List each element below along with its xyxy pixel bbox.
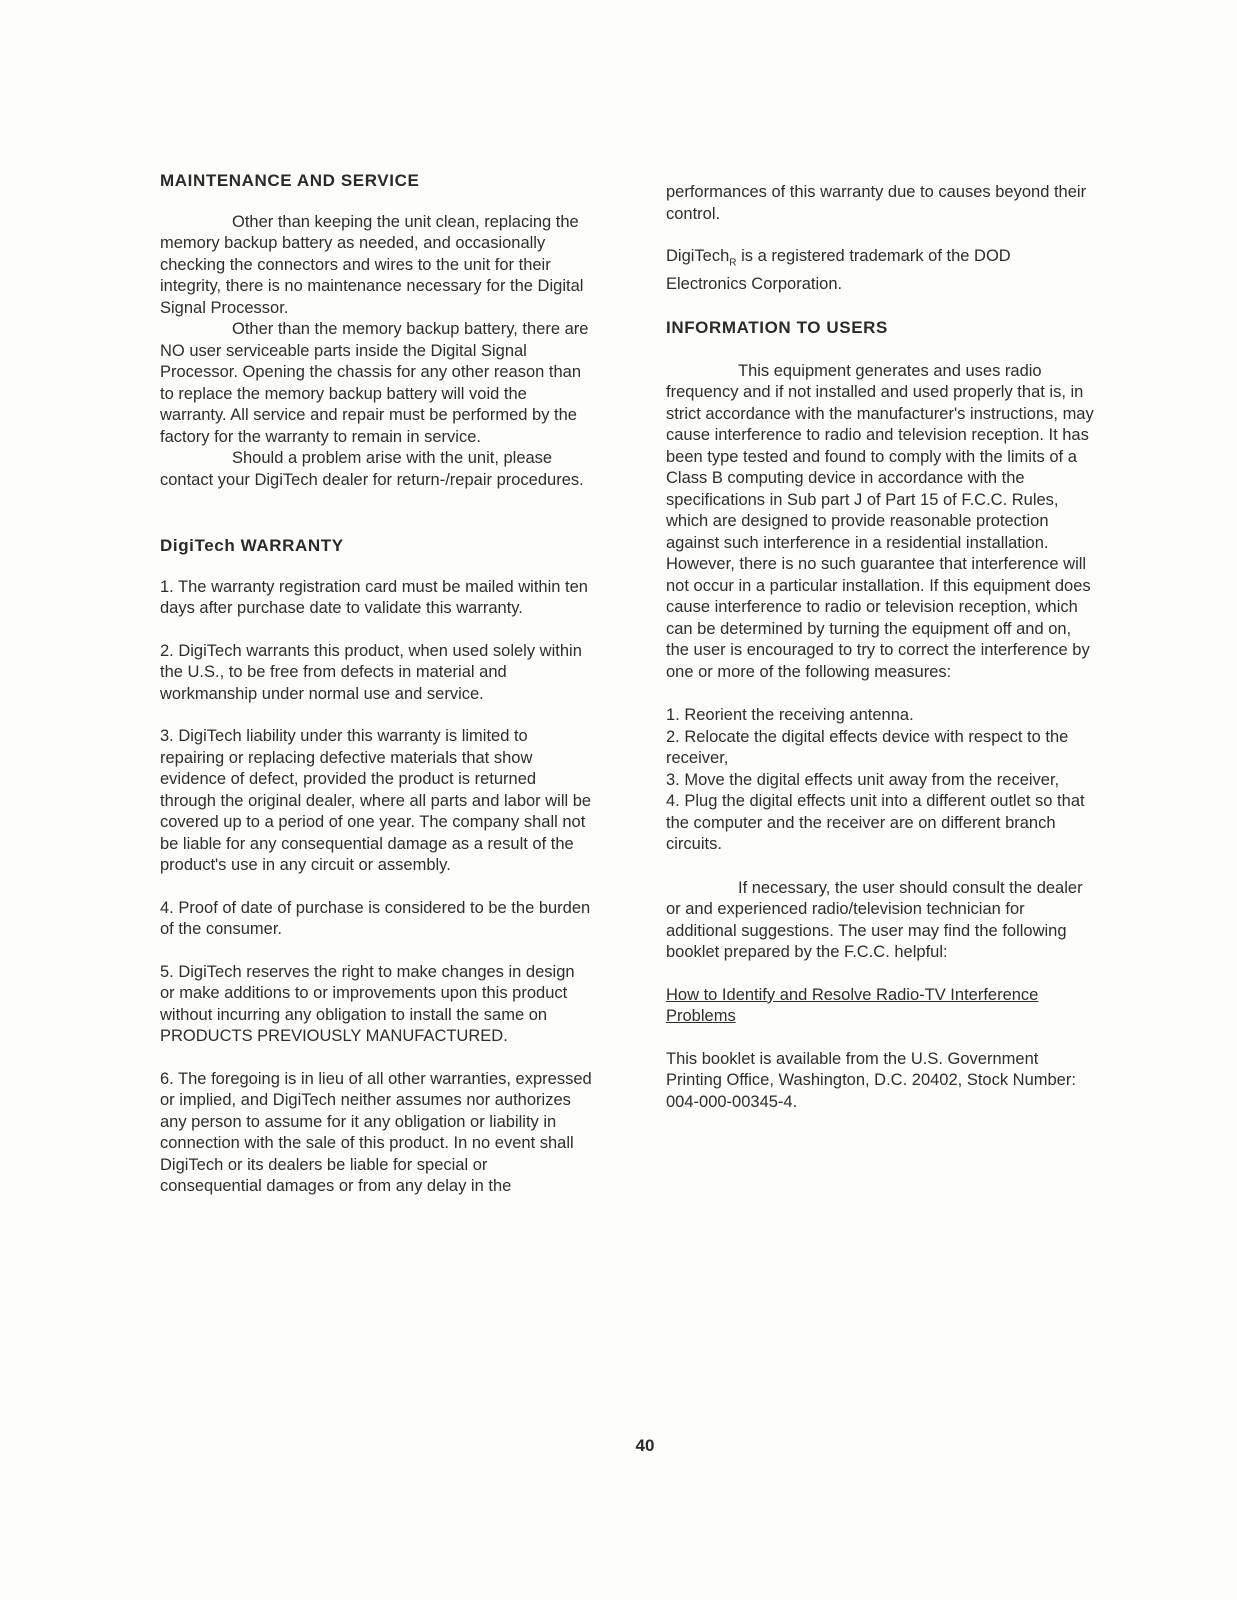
warranty-item-6: 6. The foregoing is in lieu of all other warranties, expressed or implied, and DigiTech neither assumes nor authorizes any person to assume for it any obligation or liability in connection with the sale of this product. In no event shall DigiTech or its dealers be liable for special or consequential damages or from any delay in the — [160, 1069, 592, 1195]
warranty-item-4: 4. Proof of date of purchase is considered to be the burden of the consumer. — [160, 898, 591, 938]
booklet-info: This booklet is available from the U.S. Government Printing Office, Washington, D.C. 20402, Stock Number: 004-000-00345-4. — [666, 1049, 1076, 1111]
warranty-item-1: 1. The warranty registration card must be mailed within ten days after purchase date to validate this warranty. — [160, 577, 588, 617]
warranty-item-3: 3. DigiTech liability under this warranty is limited to repairing or replacing defective materials that show evidence of defect, provided the product is returned through the original dealer, where all parts and labor will be covered up to a period of one year. The company shall not be liable for any consequential damage as a result of the product's use in any circuit or assembly. — [160, 727, 592, 874]
registered-mark: R — [729, 257, 737, 269]
right-column — [666, 182, 1094, 1113]
booklet-title: How to Identify and Resolve Radio-TV Interference Problems — [666, 985, 1039, 1026]
warranty-continuation: performances of this warranty due to causes beyond their control. — [666, 183, 1087, 223]
trademark-text: is a registered trademark of the DOD Electronics Corporation. — [666, 247, 1011, 293]
trademark-notice — [666, 246, 1094, 295]
warranty-item-5: 5. DigiTech reserves the right to make changes in design or make additions to or improvements upon this product without incurring any obligation to install the same on PRODUCTS PREVIOUSLY MANUFACTURED. — [160, 962, 575, 1045]
maintenance-heading: MAINTENANCE AND SERVICE — [160, 171, 420, 190]
information-intro: This equipment generates and uses radio frequency and if not installed and used properly that is, in strict accordance with the manufacturer's instructions, may cause interference to radio and television reception. It has been type tested and found to comply with the limits of a Class B computing device in accordance with the specifications in Sub part J of Part 15 of F.C.C. Rules, which are designed to provide reasonable protection against such interference in a residential installation. However, there is no such guarantee that interference will not occur in a particular installation. If this equipment does cause interference to radio or television reception, which can be determined by turning the equipment off and on, the user is encouraged to try to correct the interference by one or more of the following measures: — [666, 361, 1094, 681]
page-number: 40 — [635, 1436, 655, 1455]
consult-paragraph: If necessary, the user should consult the dealer or and experienced radio/television technician for additional suggestions. The user may find the following booklet prepared by the F.C.C. helpful: — [666, 878, 1083, 962]
warranty-item-2: 2. DigiTech warrants this product, when used solely within the U.S., to be free from defects in material and workmanship under normal use and service. — [160, 641, 582, 703]
trademark-name: DigiTech — [666, 247, 730, 265]
maintenance-paragraph-2: Other than the memory backup battery, there are NO user serviceable parts inside the Digital Signal Processor. Opening the chassis for any other reason than to replace the memory backup battery will void the warranty. All service and repair must be performed by the factory for the warranty to remain in service. — [160, 320, 589, 446]
interference-measures: 1. Reorient the receiving antenna. 2. Relocate the digital effects device with respect to the receiver, 3. Move the digital effects unit away from the receiver, 4. Plug the digital effects unit into a different outlet so that the computer and the receiver are on different branch circuits. — [666, 706, 1085, 854]
warranty-heading: DigiTech WARRANTY — [160, 536, 344, 555]
left-column — [160, 170, 592, 1198]
maintenance-paragraph-1: Other than keeping the unit clean, replacing the memory backup battery as needed, and occasionally checking the connectors and wires to the unit for their integrity, there is no maintenance necessary for the Digital Signal Processor. — [160, 212, 584, 317]
maintenance-paragraph-3: Should a problem arise with the unit, please contact your DigiTech dealer for return-/repair procedures. — [160, 449, 584, 489]
information-heading: INFORMATION TO USERS — [666, 318, 888, 338]
